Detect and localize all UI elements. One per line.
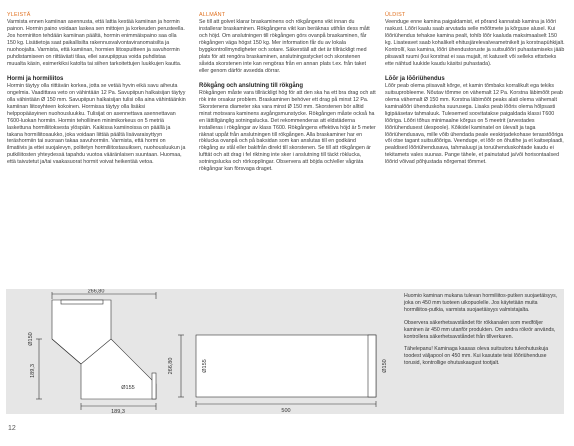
dim-pipe-length: 500: [281, 408, 291, 414]
pipe-diagram: [6, 289, 406, 414]
dim-top-width: 266,80: [87, 289, 105, 295]
dim-small-diameter: Ø150: [382, 359, 388, 373]
intro-paragraph: Varmista ennen kamiinan asennusta, että lattia kestää kamiinan ja hormin painon. Hormin paino voidaan laskea sen mittojen ja korkeuden perusteella. Jos hormiriiton tehdään kamiinan päältä, hormin enimmäispaino saa olla 150 kg. Lisätietoja saat paikallisilta rakennusvalvontaviranomaisilta ja nuohoojalta. Varmista, että kamiinan, hormien liitospuitteen ja savuhormin puhdistamiseen on riittävästi tilaa, ellei savupiippua voida puhdistaa muualta käsin, esimerkiksi katolta tai siihen tarkoitettujen luukkujen kautta.: [7, 19, 185, 67]
body-paragraph: Hormin täytyy olla riittävän korkea, jotta se vetää hyvin eikä savu aiheuta ongelmia. Vaadittava veto on vähintään 12 Pa. Savupiipun halkaisijan täytyy olla vähintään Ø 150 mm. Savupiipun halkaisijan tulisi olla aina vähintäänkin kamiinan liitosyhteen kokoinen. Hormissa täytyy olla lisäksi helppopääsyinen nuohousluukku. Tulisijat on asennettava asennettavan T600-luokan hormiin. Hormin teholliinen minimikorkeus on 5 metriä laskettuna hormiliitoksesta ylöspäin. Kaikissa kamiinoissa on päällä ja takana hormiliitosaukko, joka voidaan liittää päältä lisävaraisyttyyn teräshormiin tai suoraan takaa savuhormiin. Varmista, että hormi on ilmatiivis ja ettei suojalevyn, politetyn hormiliitostasuiksen, nuohousluukun ja putkiliitosten yhteydessä tapahdu vuotoa vääränlaisen suuntaan. Huomaa, että taivutetut ja/tai vaakasuorat hormit voivat heikentää vetoa.: [7, 83, 186, 166]
subheading: Rökgång och anslutning till rökgång: [199, 82, 304, 89]
dim-pipe-height: 266,80: [168, 357, 174, 375]
body-paragraph: Lõõr peab olema piisavalt kõrge, et kamin tõmbaks korralikult ega tekiks suitsuprobleeme. Nõutav tõmme on vähemalt 12 Pa. Korstna läbimõõt peab olema vähemalt Ø 150 mm. Korstna läbimõõt peaks alati olema vähemalt kaminalõõri ühenduskoha suurusega. Lisaks peab lõõris olema hõlpsasti ligipääsetav tahmaluuk. Tulesemed soovitatakse paigaldada klassi T600 lõõriga. Lõõri tõhus minimaalne kõrgus on 5 meetrit (arvestades lõõriühendusest ülespoole). Kõikidel kaminatel on ülevalt ja taga lõõriühendusava, mille võib ühendada peale eeskirjadekohase terasstõõriga või otse tagant suitsulõõriga. Veenduge, et lõõr on õhutihe ja et kaitseplaadi, pealdised lõõriühendusava, tahmaluugi ja toruühenduskohtade kaudu ei tekitamets vales suunas. Pange tähele, et painutatud ja/või horisontaalsed lõõrid võivad põhjustada nõrgemat tõmmet.: [385, 83, 564, 166]
column-estonian: [385, 12, 565, 166]
elbow-pipe-outline: [52, 300, 156, 399]
column-finnish: [7, 12, 186, 166]
straight-pipe-outline: [196, 335, 376, 397]
dim-height-left: 189,3: [30, 364, 36, 378]
note-estonian: Tähelepanu! Kaminaga kaasas oleva suitsutoru tuleohutuskuja toodest väljapool on 450 mm. Kui kasutate teisi lõõriühenduse torusid, kontrollige ohutuskaugust tootjalt.: [404, 346, 549, 367]
dim-bottom-diameter: Ø155: [121, 385, 135, 391]
dim-bottom-width: 189,3: [111, 409, 125, 414]
dim-pipe-diameter: Ø155: [202, 359, 208, 373]
note-finnish: Huomio kaminan mukana tulevan hormiliitos-putken suojaetäisyys, joka on 450 mm tuoteen uikopuolelle. Jos käytetään muita hormiliitos-putkia, varmista suojaetäisyys valmistajalta.: [404, 293, 558, 313]
intro-paragraph: Se till att golvet klarar braskaminens och rökgångens vikt innan du installerar braskaminen. Rökgångens vikt kan beräknas utifrån dess mått och höjd. Om anslutningen till rökgången görs ovanpå braskaminen, får rökgången väga högst 150 kg. Mer information får du av lokala byggkontrollmyndigheter och sotare. Säkerställ att det är tillräckligt med plats för att rengöra braskaminen, anslutningsstycket och skorstenen såvida skorstenen inte kan rengöras från en annan plats t.ex. från taket eller genom därför avsedda dörrar.: [199, 19, 370, 74]
panel-notes: [404, 293, 562, 373]
section-heading: ÜLDIST: [385, 12, 406, 18]
section-heading: ALLMÄNT: [199, 12, 226, 18]
page-number: 12: [8, 425, 16, 432]
subheading: Hormi ja hormiliitos: [7, 75, 64, 82]
body-paragraph: Rökgången måste vara tillräckligt hög för att den ska ha ett bra drag och att rök inte orsakar problem. Braskaminen behöver ett drag på minst 12 Pa. Skorstenens diameter ska vara minst Ø 150 mm. Skorstenen bör alltid minst motsvara kaminens avgångsmunstycke. Rökgången måste också ha en lättillgänglig sotningslucka. Det rekommenderas att eldstäderna installeras i rökgångar av klass T600. Rökgångens effektiva höjd är 5 meter räknat uppåt från anslutningen till rökgången. Alla braskaminer har en röklucka ovanpå och på baksidan som kan anslutas till en godkänd rökgång av stål eller bakifrån direkt till skorstenen. Se till att rökgången är lufttät och att drag i fel riktning inte sker i anslutning till täckt röklucka, sotningslucka och rörkopplingar. Observera att böjda och/eller vågräta rökgångar kan försvaga draget.: [199, 90, 376, 173]
section-heading: YLEISTÄ: [7, 12, 31, 18]
subheading: Lõõr ja lõõriühendus: [385, 75, 445, 82]
dim-diameter: Ø150: [28, 332, 34, 346]
intro-paragraph: Veenduge enne kamina paigaldamist, et põrand kannatab kamina ja lõõri raskust. Lõõri kaalu saab arvutada selle mõõtmete ja kõrguse alusel. Kui lõõriühendus tehakse kamina pealt, tohib lõõr kaaluda maksimaalselt 150 kg. Lisateavet saab kohalikelt ehitusjärelevalveametnikelt ja korstnapühkijalt. Kontrollí, kas kamina, lõõri ühendustoruste ja suitsulõõri puhastamiseks jääb piisavalt ruumi (kui korstnat ei saa mujalt, nt katuselt või selleks ettsrbeks ette nähtud luukide kaudu käsitsi puhastada).: [385, 19, 565, 67]
column-swedish: [199, 12, 376, 173]
note-swedish: Observera säkerhetsavståndet för rökkanalen som medföljer kaminen är 450 mm utanför produkten. Om andra rökrör används, kontrollera säkerhetsavståndet från tillverkaren.: [404, 319, 556, 340]
